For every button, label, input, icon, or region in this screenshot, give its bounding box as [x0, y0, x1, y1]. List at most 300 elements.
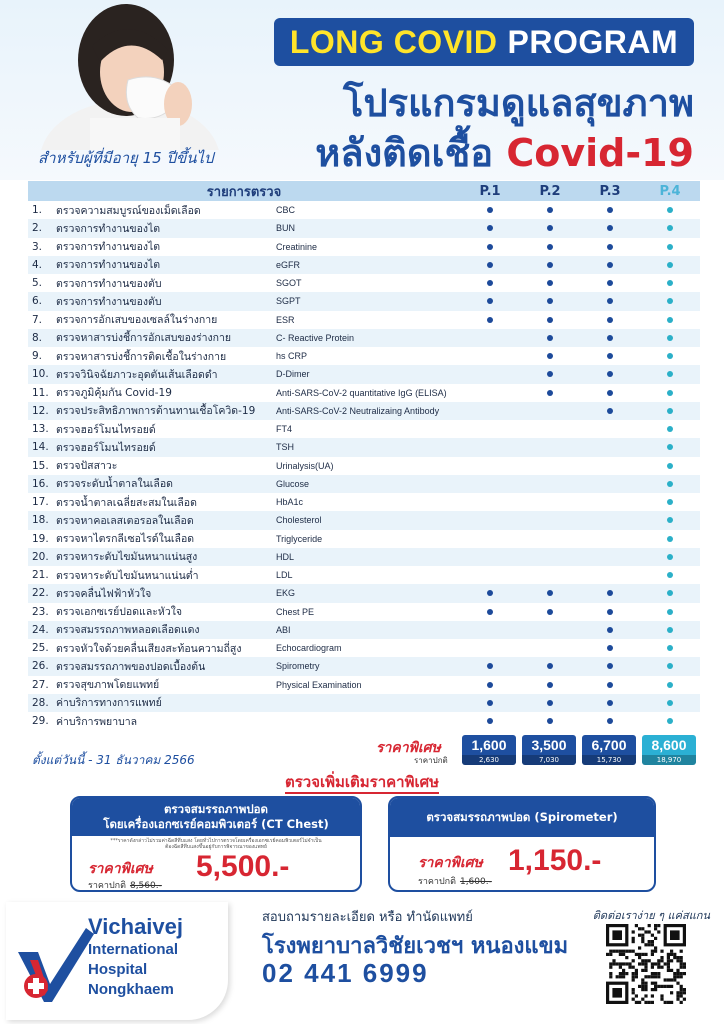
package-cell-p4: [640, 244, 700, 250]
row-number: 22.: [32, 587, 49, 600]
row-number: 26.: [32, 660, 49, 673]
included-dot-icon: [487, 718, 493, 724]
package-cell-p1: [460, 700, 520, 706]
included-dot-icon: [667, 590, 673, 596]
package-cell-p2: [520, 609, 580, 615]
included-dot-icon: [487, 262, 493, 268]
included-dot-icon: [607, 353, 613, 359]
package-cell-p3: [580, 682, 640, 688]
included-dot-icon: [607, 590, 613, 596]
row-number: 29.: [32, 715, 49, 728]
package-cell-p2: [520, 335, 580, 341]
spirometer-price: 1,150.-: [508, 844, 602, 877]
included-dot-icon: [667, 517, 673, 523]
spirometer-normal-label: ราคาปกติ: [418, 877, 456, 887]
row-test-name-th: ตรวจฮอร์โมนไทรอยด์: [56, 423, 156, 436]
row-number: 8.: [32, 331, 43, 344]
logo-line-4: Nongkhaem: [88, 981, 174, 998]
row-test-name-en: HbA1c: [276, 497, 304, 508]
included-dot-icon: [667, 298, 673, 304]
ct-chest-normal-label: ราคาปกติ: [88, 881, 126, 891]
row-number: 16.: [32, 477, 49, 490]
included-dot-icon: [547, 682, 553, 688]
normal-price: 2,630: [462, 755, 516, 765]
row-number: 20.: [32, 550, 49, 563]
included-dot-icon: [547, 390, 553, 396]
logo-line-1: Vichaivej: [88, 914, 183, 939]
table-row: [28, 548, 700, 566]
package-cell-p1: [460, 262, 520, 268]
row-number: 9.: [32, 350, 43, 363]
row-number: 23.: [32, 605, 49, 618]
included-dot-icon: [667, 554, 673, 560]
table-row: [28, 201, 700, 219]
package-cell-p3: [580, 627, 640, 633]
row-number: 1.: [32, 204, 43, 217]
package-cell-p4: [640, 609, 700, 615]
package-cell-p1: [460, 718, 520, 724]
ct-chest-card-header: [72, 798, 360, 836]
package-cell-p3: [580, 408, 640, 414]
row-test-name-en: SGPT: [276, 296, 301, 307]
row-test-name-th: ค่าบริการทางการแพทย์: [56, 697, 162, 710]
row-number: 10.: [32, 368, 49, 381]
row-test-name-th: ตรวจการอักเสบของเซลล์ในร่างกาย: [56, 314, 218, 327]
package-cell-p2: [520, 371, 580, 377]
package-cell-p4: [640, 499, 700, 505]
table-row: [28, 292, 700, 310]
normal-price: 7,030: [522, 755, 576, 765]
package-cell-p4: [640, 517, 700, 523]
table-row: [28, 657, 700, 675]
table-row: [28, 712, 700, 730]
row-test-name-th: ตรวจสุขภาพโดยแพทย์: [56, 679, 160, 692]
included-dot-icon: [667, 390, 673, 396]
row-test-name-th: ตรวจการทำงานของไต: [56, 259, 161, 272]
included-dot-icon: [547, 317, 553, 323]
package-cell-p3: [580, 663, 640, 669]
row-test-name-th: ตรวจหาระดับไขมันหนาแน่นสูง: [56, 551, 198, 564]
row-test-name-th: ตรวจความสมบูรณ์ของเม็ดเลือด: [56, 204, 201, 217]
ct-chest-title-2: โดยเครื่องเอกซเรย์คอมพิวเตอร์ (CT Chest): [103, 817, 329, 831]
included-dot-icon: [667, 718, 673, 724]
ct-chest-title-1: ตรวจสมรรถภาพปอด: [163, 802, 269, 816]
package-cell-p4: [640, 317, 700, 323]
price-box-p4: [642, 735, 696, 765]
row-test-name-en: Glucose: [276, 478, 310, 489]
spirometer-title: ตรวจสมรรถภาพปอด (Spirometer): [426, 810, 618, 824]
special-price: 1,600: [471, 737, 507, 753]
included-dot-icon: [667, 499, 673, 505]
table-header-p2: P.2: [539, 183, 561, 199]
package-cell-p2: [520, 390, 580, 396]
package-cell-p1: [460, 225, 520, 231]
spirometer-special-label: ราคาพิเศษ: [418, 855, 483, 871]
header: [0, 0, 724, 180]
table-row: [28, 475, 700, 493]
row-test-name-en: Urinalysis(UA): [276, 460, 334, 471]
included-dot-icon: [547, 663, 553, 669]
table-row: [28, 347, 700, 365]
row-test-name-en: hs CRP: [276, 351, 308, 362]
included-dot-icon: [607, 207, 613, 213]
package-cell-p1: [460, 280, 520, 286]
included-dot-icon: [667, 627, 673, 633]
included-dot-icon: [667, 280, 673, 286]
table-header-p4: P.4: [659, 183, 681, 199]
row-test-name-th: ตรวจหาไตรกลีเซอไรด์ในเลือด: [56, 533, 195, 546]
table-row: [28, 238, 700, 256]
package-cell-p4: [640, 390, 700, 396]
hospital-name: โรงพยาบาลวิชัยเวชฯ หนองแขม: [262, 934, 569, 959]
included-dot-icon: [487, 663, 493, 669]
package-cell-p4: [640, 262, 700, 268]
package-cell-p3: [580, 700, 640, 706]
row-number: 12.: [32, 404, 49, 417]
row-number: 27.: [32, 678, 49, 691]
ct-chest-card: [70, 796, 362, 892]
row-test-name-th: ตรวจการทำงานของตับ: [56, 295, 162, 308]
age-note: สำหรับผู้ที่มีอายุ 15 ปีขึ้นไป: [38, 149, 214, 167]
row-test-name-en: eGFR: [276, 259, 301, 270]
included-dot-icon: [667, 700, 673, 706]
table-row: [28, 493, 700, 511]
table-row: [28, 420, 700, 438]
package-cell-p4: [640, 207, 700, 213]
package-cell-p4: [640, 426, 700, 432]
package-cell-p1: [460, 609, 520, 615]
scan-note: ติดต่อเราง่าย ๆ แค่สแกน: [592, 909, 710, 922]
included-dot-icon: [607, 244, 613, 250]
package-cell-p4: [640, 335, 700, 341]
included-dot-icon: [607, 280, 613, 286]
row-test-name-en: TSH: [276, 442, 294, 453]
included-dot-icon: [607, 225, 613, 231]
included-dot-icon: [547, 262, 553, 268]
package-cell-p4: [640, 700, 700, 706]
package-cell-p3: [580, 207, 640, 213]
package-cell-p4: [640, 663, 700, 669]
included-dot-icon: [667, 645, 673, 651]
included-dot-icon: [607, 408, 613, 414]
included-dot-icon: [547, 353, 553, 359]
included-dot-icon: [607, 645, 613, 651]
row-test-name-th: ตรวจหาคอเลสเตอรอลในเลือด: [56, 514, 194, 527]
spirometer-normal-value: 1,600.-: [459, 877, 492, 887]
package-cell-p1: [460, 298, 520, 304]
row-test-name-en: Anti-SARS-CoV-2 Neutralizaing Antibody: [276, 405, 440, 416]
row-test-name-en: C- Reactive Protein: [276, 332, 355, 343]
table-row: [28, 311, 700, 329]
included-dot-icon: [667, 353, 673, 359]
package-cell-p3: [580, 609, 640, 615]
ct-chest-price: 5,500.-: [196, 850, 290, 883]
table-row: [28, 584, 700, 602]
row-test-name-en: Anti-SARS-CoV-2 quantitative IgG (ELISA): [276, 387, 447, 398]
package-cell-p1: [460, 244, 520, 250]
row-number: 2.: [32, 222, 43, 235]
hospital-logo: [6, 902, 228, 1020]
row-test-name-en: Cholesterol: [276, 515, 322, 526]
included-dot-icon: [667, 225, 673, 231]
program-title-right: PROGRAM: [507, 23, 679, 60]
row-test-name-en: Triglyceride: [276, 533, 323, 544]
package-cell-p2: [520, 590, 580, 596]
spirometer-card: [388, 796, 656, 892]
normal-price-label: ราคาปกติ: [414, 756, 448, 765]
row-test-name-en: ABI: [276, 624, 291, 635]
package-cell-p1: [460, 590, 520, 596]
normal-price: 18,970: [642, 755, 696, 765]
package-cell-p4: [640, 682, 700, 688]
package-cell-p4: [640, 627, 700, 633]
hospital-logo-text: [88, 914, 183, 1000]
row-test-name-th: ตรวจหาสารบ่งชี้การติดเชื้อในร่างกาย: [56, 350, 227, 363]
row-test-name-en: SGOT: [276, 278, 302, 289]
package-cell-p3: [580, 371, 640, 377]
row-test-name-en: HDL: [276, 551, 295, 562]
package-cell-p4: [640, 572, 700, 578]
row-test-name-th: ตรวจระดับน้ำตาลในเลือด: [56, 478, 173, 491]
package-cell-p2: [520, 682, 580, 688]
row-test-name-th: ตรวจวินิจฉัยภาวะอุดตันเส้นเลือดดำ: [56, 368, 218, 381]
price-box-p3: [582, 735, 636, 765]
ct-chest-special-label: ราคาพิเศษ: [88, 861, 153, 877]
package-cell-p3: [580, 262, 640, 268]
row-number: 19.: [32, 532, 49, 545]
package-cell-p3: [580, 280, 640, 286]
row-number: 25.: [32, 642, 49, 655]
row-number: 28.: [32, 696, 49, 709]
checkmark-cross-icon: [16, 926, 96, 1006]
promotion-period: ตั้งแต่วันนี้ - 31 ธันวาคม 2566: [32, 753, 195, 767]
included-dot-icon: [607, 335, 613, 341]
table-header-name: รายการตรวจ: [206, 184, 282, 200]
row-test-name-en: Echocardiogram: [276, 643, 342, 654]
row-number: 17.: [32, 496, 49, 509]
qr-code-icon[interactable]: [606, 924, 686, 1004]
package-cell-p1: [460, 663, 520, 669]
included-dot-icon: [547, 590, 553, 596]
row-test-name-en: LDL: [276, 570, 293, 581]
included-dot-icon: [667, 481, 673, 487]
contact-line: สอบถามรายละเอียด หรือ ทำนัดแพทย์: [262, 910, 473, 925]
logo-line-2: International: [88, 941, 179, 958]
table-row: [28, 274, 700, 292]
table-row: [28, 219, 700, 237]
included-dot-icon: [487, 682, 493, 688]
package-cell-p2: [520, 700, 580, 706]
phone-number[interactable]: 02 441 6999: [262, 958, 429, 988]
special-price-label: ราคาพิเศษ: [376, 740, 441, 756]
included-dot-icon: [607, 262, 613, 268]
included-dot-icon: [547, 718, 553, 724]
table-row: [28, 438, 700, 456]
package-cell-p4: [640, 371, 700, 377]
included-dot-icon: [607, 317, 613, 323]
row-number: 3.: [32, 240, 43, 253]
title-line-2-covid: Covid-19: [506, 131, 694, 175]
row-number: 13.: [32, 423, 49, 436]
included-dot-icon: [607, 663, 613, 669]
table-header: [28, 181, 700, 201]
package-cell-p3: [580, 225, 640, 231]
row-number: 24.: [32, 623, 49, 636]
row-test-name-th: ตรวจหาสารบ่งชี้การอักเสบของร่างกาย: [56, 332, 232, 345]
table-row: [28, 566, 700, 584]
package-cell-p3: [580, 244, 640, 250]
package-cell-p2: [520, 718, 580, 724]
row-test-name-th: ตรวจหาระดับไขมันหนาแน่นต่ำ: [56, 569, 199, 582]
package-cell-p2: [520, 663, 580, 669]
included-dot-icon: [487, 590, 493, 596]
row-test-name-th: ตรวจน้ำตาลเฉลี่ยสะสมในเลือด: [56, 496, 197, 509]
extra-section-title-text: ตรวจเพิ่มเติมราคาพิเศษ: [285, 773, 439, 794]
table-header-p3: P.3: [599, 183, 621, 199]
table-header-p1: P.1: [479, 183, 501, 199]
included-dot-icon: [667, 609, 673, 615]
package-cell-p4: [640, 463, 700, 469]
special-price: 6,700: [591, 737, 627, 753]
ct-chest-normal-value: 8,560.-: [129, 881, 162, 891]
table-row: [28, 256, 700, 274]
included-dot-icon: [667, 682, 673, 688]
included-dot-icon: [607, 682, 613, 688]
row-test-name-en: Physical Examination: [276, 679, 362, 690]
row-test-name-en: BUN: [276, 223, 296, 234]
package-cell-p3: [580, 335, 640, 341]
table-row: [28, 603, 700, 621]
package-cell-p4: [640, 554, 700, 560]
row-test-name-en: CBC: [276, 205, 296, 216]
row-test-name-th: ตรวจการทำงานของไต: [56, 222, 161, 235]
included-dot-icon: [487, 225, 493, 231]
title-line-2: [315, 122, 694, 180]
package-cell-p4: [640, 718, 700, 724]
included-dot-icon: [607, 609, 613, 615]
row-number: 18.: [32, 514, 49, 527]
title-line-2-th: หลังติดเชื้อ: [315, 131, 494, 175]
table-row: [28, 621, 700, 639]
row-number: 21.: [32, 569, 49, 582]
included-dot-icon: [487, 244, 493, 250]
row-test-name-th: ตรวจประสิทธิภาพการต้านทานเชื้อโควิด-19: [56, 405, 256, 418]
included-dot-icon: [607, 627, 613, 633]
included-dot-icon: [547, 280, 553, 286]
package-cell-p4: [640, 536, 700, 542]
included-dot-icon: [607, 298, 613, 304]
included-dot-icon: [547, 700, 553, 706]
spirometer-card-header: [390, 798, 654, 837]
included-dot-icon: [667, 408, 673, 414]
included-dot-icon: [547, 335, 553, 341]
table-row: [28, 457, 700, 475]
row-test-name-th: ตรวจภูมิคุ้มกัน Covid-19: [56, 387, 172, 400]
included-dot-icon: [547, 244, 553, 250]
included-dot-icon: [667, 663, 673, 669]
ct-chest-fine-1: ***ราคาดังกล่าวไม่รวมค่าฉีดสีทึบแสง โดยทั่วไปการตรวจโดยเครื่องเอกซเรย์คอมพิวเตอร์ไม่จำเป็น: [110, 838, 322, 844]
table-row: [28, 676, 700, 694]
row-test-name-th: ตรวจสมรรถภาพของปอดเบื้องต้น: [56, 660, 206, 673]
program-title-left: LONG COVID: [289, 23, 498, 60]
package-cell-p3: [580, 298, 640, 304]
table-row: [28, 329, 700, 347]
package-cell-p3: [580, 645, 640, 651]
package-cell-p3: [580, 590, 640, 596]
package-cell-p3: [580, 353, 640, 359]
included-dot-icon: [547, 298, 553, 304]
table-row: [28, 639, 700, 657]
package-cell-p4: [640, 645, 700, 651]
row-test-name-en: D-Dimer: [276, 369, 310, 380]
logo-line-3: Hospital: [88, 961, 148, 978]
package-cell-p1: [460, 207, 520, 213]
package-cell-p2: [520, 353, 580, 359]
included-dot-icon: [607, 390, 613, 396]
package-cell-p1: [460, 682, 520, 688]
package-cell-p2: [520, 207, 580, 213]
package-cell-p4: [640, 481, 700, 487]
included-dot-icon: [487, 317, 493, 323]
footer: [0, 902, 724, 1024]
price-box-p2: [522, 735, 576, 765]
package-cell-p2: [520, 298, 580, 304]
included-dot-icon: [667, 572, 673, 578]
row-test-name-en: Spirometry: [276, 661, 320, 672]
woman-sneezing-photo: [30, 0, 230, 150]
row-test-name-th: ตรวจหัวใจด้วยคลื่นเสียงสะท้อนความถี่สูง: [56, 642, 242, 655]
included-dot-icon: [667, 426, 673, 432]
included-dot-icon: [607, 718, 613, 724]
package-cell-p4: [640, 590, 700, 596]
package-cell-p4: [640, 280, 700, 286]
included-dot-icon: [667, 463, 673, 469]
included-dot-icon: [607, 371, 613, 377]
table-row: [28, 530, 700, 548]
extra-section-title: [0, 770, 724, 794]
row-test-name-en: Chest PE: [276, 606, 315, 617]
row-test-name-th: ค่าบริการพยาบาล: [56, 715, 138, 728]
special-price: 8,600: [651, 737, 687, 753]
checkup-table: [28, 181, 700, 730]
included-dot-icon: [667, 536, 673, 542]
row-test-name-th: ตรวจสมรรถภาพหลอดเลือดแดง: [56, 624, 200, 637]
row-test-name-th: ตรวจปัสสาวะ: [56, 460, 118, 473]
row-test-name-en: EKG: [276, 588, 296, 599]
table-row: [28, 365, 700, 383]
included-dot-icon: [487, 609, 493, 615]
included-dot-icon: [667, 207, 673, 213]
included-dot-icon: [487, 207, 493, 213]
included-dot-icon: [547, 609, 553, 615]
title-line-1: โปรแกรมดูแลสุขภาพ: [343, 81, 694, 125]
row-number: 15.: [32, 459, 49, 472]
row-number: 4.: [32, 258, 43, 271]
package-cell-p3: [580, 317, 640, 323]
package-cell-p4: [640, 225, 700, 231]
included-dot-icon: [547, 207, 553, 213]
table-row: [28, 384, 700, 402]
program-banner: [274, 18, 694, 66]
included-dot-icon: [487, 700, 493, 706]
package-cell-p2: [520, 244, 580, 250]
package-cell-p4: [640, 353, 700, 359]
included-dot-icon: [667, 444, 673, 450]
table-row: [28, 511, 700, 529]
row-test-name-th: ตรวจคลื่นไฟฟ้าหัวใจ: [56, 587, 152, 600]
included-dot-icon: [667, 317, 673, 323]
package-cell-p2: [520, 225, 580, 231]
